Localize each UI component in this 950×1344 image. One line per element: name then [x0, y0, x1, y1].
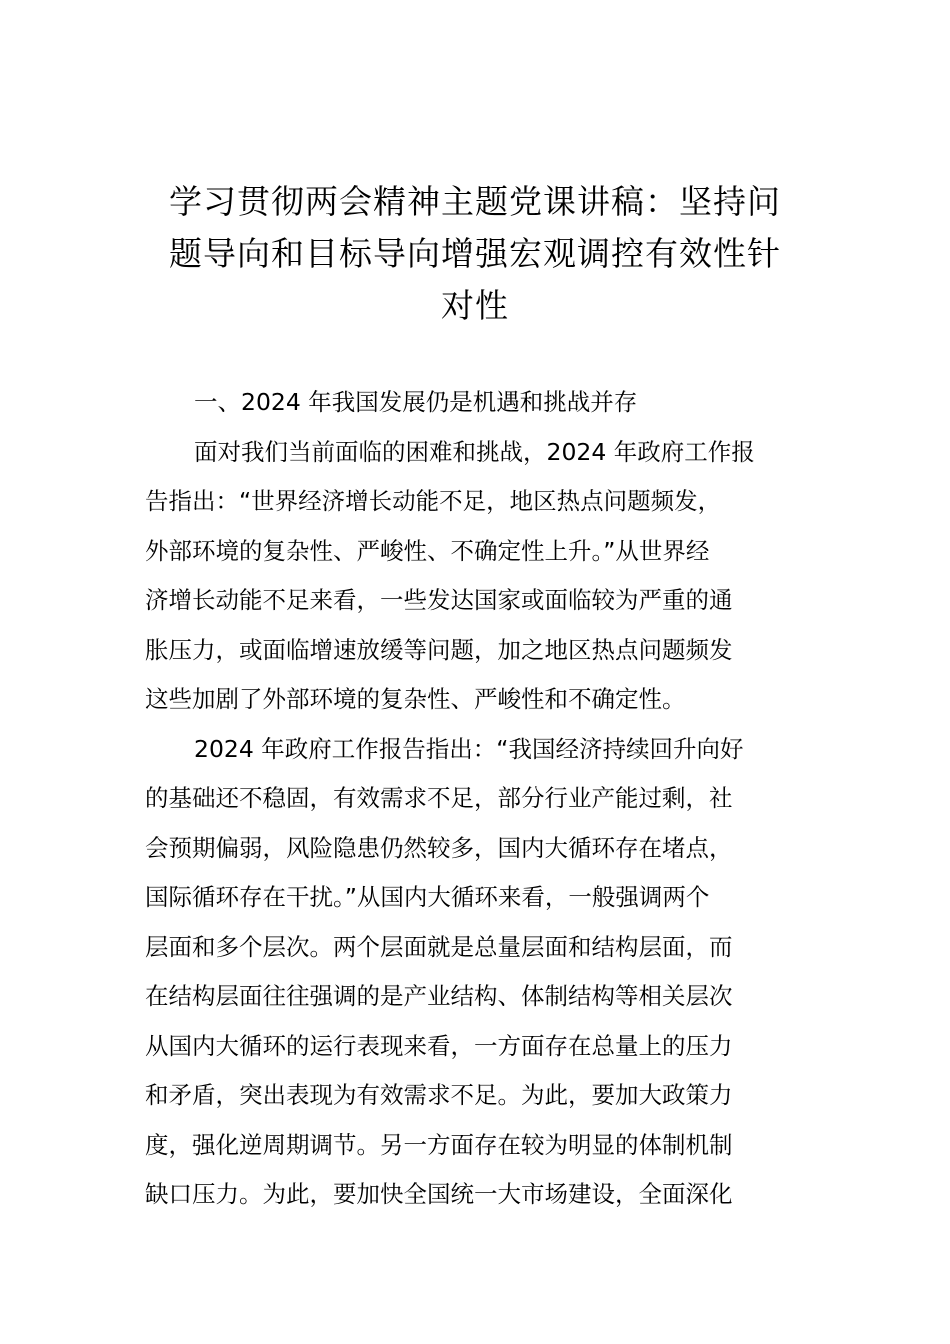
paragraph-line: 国际循环存在干扰。”从国内大循环来看，一般强调两个: [145, 883, 710, 911]
paragraph-2: [145, 725, 807, 1220]
paragraph-line: 的基础还不稳固，有效需求不足，部分行业产能过剩，社: [145, 784, 733, 812]
paragraph-line: 从国内大循环的运行表现来看，一方面存在总量上的压力: [145, 1031, 733, 1060]
paragraph-line: 在结构层面往往强调的是产业结构、体制结构等相关层次: [145, 982, 733, 1010]
paragraph-line: 济增长动能不足来看，一些发达国家或面临较为严重的通: [145, 586, 733, 614]
paragraph-line: 外部环境的复杂性、严峻性、不确定性上升。”从世界经: [145, 536, 710, 565]
title-line-1: 学习贯彻两会精神主题党课讲稿：坚持问: [169, 182, 781, 221]
paragraph-line: 胀压力，或面临增速放缓等问题，加之地区热点问题频发: [145, 635, 733, 664]
paragraph-line: 2024 年政府工作报告指出：“我国经济持续回升向好: [194, 734, 744, 763]
section-heading: 一、2024 年我国发展仍是机遇和挑战并存: [194, 388, 638, 416]
paragraph-line: 缺口压力。为此，要加快全国统一大市场建设，全面深化: [145, 1180, 733, 1208]
paragraph-line: 告指出：“世界经济增长动能不足，地区热点问题频发，: [145, 487, 722, 515]
paragraph-line: 层面和多个层次。两个层面就是总量层面和结构层面，而: [145, 932, 733, 961]
paragraph-line: 度，强化逆周期调节。另一方面存在较为明显的体制机制: [145, 1130, 733, 1159]
paragraph-1: [145, 428, 807, 725]
paragraph-line: 面对我们当前面临的困难和挑战，2024 年政府工作报: [194, 437, 755, 466]
title-line-3: 对性: [441, 286, 509, 325]
document-title: [130, 176, 820, 332]
paragraph-line: 这些加剧了外部环境的复杂性、严峻性和不确定性。: [145, 685, 686, 713]
paragraph-line: 和矛盾，突出表现为有效需求不足。为此，要加大政策力: [145, 1081, 733, 1109]
document-body: [145, 378, 807, 1220]
title-line-2: 题导向和目标导向增强宏观调控有效性针: [169, 234, 781, 273]
paragraph-line: 会预期偏弱，风险隐患仍然较多，国内大循环存在堵点，: [145, 833, 733, 862]
